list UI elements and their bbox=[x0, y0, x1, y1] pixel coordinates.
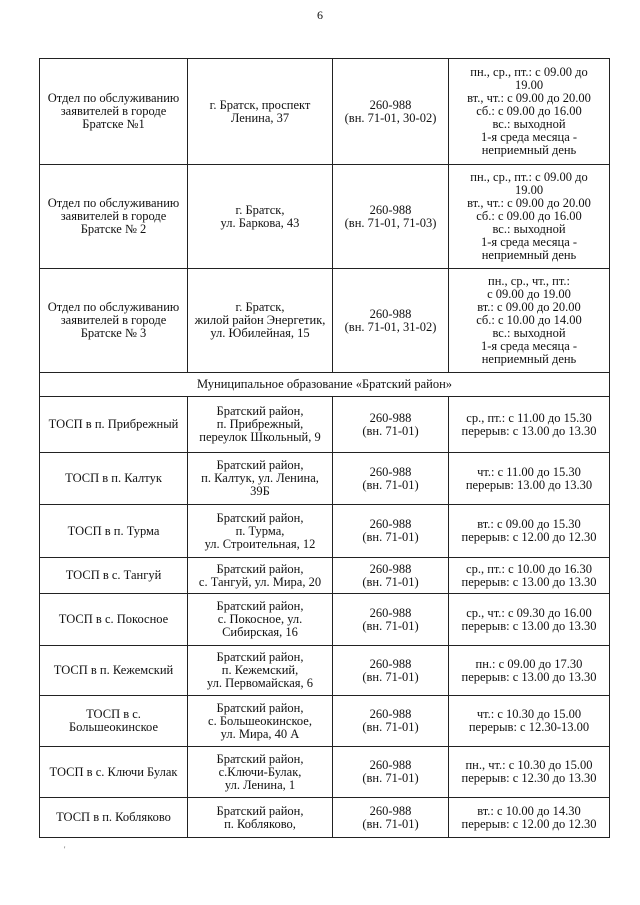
table-row bbox=[40, 558, 610, 594]
tosp-phone: 260-988 (вн. 71-01) bbox=[333, 594, 449, 646]
table-row bbox=[40, 696, 610, 747]
table-row bbox=[40, 59, 610, 165]
tosp-address: Братский район, п. Кобляково, bbox=[188, 798, 333, 838]
tosp-phone: 260-988 (вн. 71-01) bbox=[333, 558, 449, 594]
offices-table bbox=[39, 58, 610, 838]
table-row bbox=[40, 269, 610, 373]
tosp-phone: 260-988 (вн. 71-01) bbox=[333, 747, 449, 798]
tosp-address: Братский район, п. Кежемский, ул. Первомайская, 6 bbox=[188, 646, 333, 696]
table-row bbox=[40, 594, 610, 646]
tosp-name: ТОСП в с. Большеокинское bbox=[40, 696, 188, 747]
office-address: г. Братск, проспект Ленина, 37 bbox=[188, 59, 333, 165]
table-row bbox=[40, 453, 610, 505]
office-hours: пн., ср., пт.: с 09.00 до 19.00 вт., чт.: с 09.00 до 20.00 сб.: с 09.00 до 16.00 вс.: выходной 1-я среда месяца - неприемный день bbox=[449, 59, 610, 165]
tosp-hours: пн., чт.: с 10.30 до 15.00 перерыв: с 12.30 до 13.30 bbox=[449, 747, 610, 798]
table-row bbox=[40, 646, 610, 696]
tosp-phone: 260-988 (вн. 71-01) bbox=[333, 453, 449, 505]
tosp-hours: ср., пт.: с 10.00 до 16.30 перерыв: с 13.00 до 13.30 bbox=[449, 558, 610, 594]
tosp-address: Братский район, с. Покосное, ул. Сибирская, 16 bbox=[188, 594, 333, 646]
office-name: Отдел по обслуживанию заявителей в городе Братске №1 bbox=[40, 59, 188, 165]
tosp-hours: чт.: с 10.30 до 15.00 перерыв: с 12.30-13.00 bbox=[449, 696, 610, 747]
section-title: Муниципальное образование «Братский район» bbox=[40, 373, 610, 397]
tosp-hours: ср., чт.: с 09.30 до 16.00 перерыв: с 13.00 до 13.30 bbox=[449, 594, 610, 646]
tosp-address: Братский район, п. Калтук, ул. Ленина, 39Б bbox=[188, 453, 333, 505]
tosp-hours: вт.: с 09.00 до 15.30 перерыв: с 12.00 до 12.30 bbox=[449, 505, 610, 558]
tosp-name: ТОСП в п. Кежемский bbox=[40, 646, 188, 696]
page-number: 6 bbox=[317, 8, 323, 22]
office-name: Отдел по обслуживанию заявителей в городе Братске № 3 bbox=[40, 269, 188, 373]
tosp-hours: пн.: с 09.00 до 17.30 перерыв: с 13.00 до 13.30 bbox=[449, 646, 610, 696]
tosp-phone: 260-988 (вн. 71-01) bbox=[333, 397, 449, 453]
table-row bbox=[40, 798, 610, 838]
table-row bbox=[40, 397, 610, 453]
office-address: г. Братск, ул. Баркова, 43 bbox=[188, 165, 333, 269]
tosp-name: ТОСП в с. Ключи Булак bbox=[40, 747, 188, 798]
tosp-phone: 260-988 (вн. 71-01) bbox=[333, 505, 449, 558]
tosp-name: ТОСП в п. Турма bbox=[40, 505, 188, 558]
tosp-hours: вт.: с 10.00 до 14.30 перерыв: с 12.00 до 12.30 bbox=[449, 798, 610, 838]
tosp-name: ТОСП в п. Калтук bbox=[40, 453, 188, 505]
tosp-address: Братский район, с. Большеокинское, ул. Мира, 40 А bbox=[188, 696, 333, 747]
tosp-name: ТОСП в с. Тангуй bbox=[40, 558, 188, 594]
tosp-phone: 260-988 (вн. 71-01) bbox=[333, 646, 449, 696]
office-name: Отдел по обслуживанию заявителей в городе Братске № 2 bbox=[40, 165, 188, 269]
office-phone: 260-988 (вн. 71-01, 31-02) bbox=[333, 269, 449, 373]
office-address: г. Братск, жилой район Энергетик, ул. Юбилейная, 15 bbox=[188, 269, 333, 373]
tosp-phone: 260-988 (вн. 71-01) bbox=[333, 798, 449, 838]
tosp-phone: 260-988 (вн. 71-01) bbox=[333, 696, 449, 747]
tosp-name: ТОСП в п. Кобляково bbox=[40, 798, 188, 838]
tosp-address: Братский район, п. Турма, ул. Строительная, 12 bbox=[188, 505, 333, 558]
tosp-address: Братский район, с.Ключи-Булак, ул. Ленина, 1 bbox=[188, 747, 333, 798]
tosp-name: ТОСП в с. Покосное bbox=[40, 594, 188, 646]
office-hours: пн., ср., пт.: с 09.00 до 19.00 вт., чт.: с 09.00 до 20.00 сб.: с 09.00 до 16.00 вс.: выходной 1-я среда месяца - неприемный день bbox=[449, 165, 610, 269]
table-row bbox=[40, 165, 610, 269]
tosp-address: Братский район, п. Прибрежный, переулок Школьный, 9 bbox=[188, 397, 333, 453]
office-phone: 260-988 (вн. 71-01, 30-02) bbox=[333, 59, 449, 165]
tosp-address: Братский район, с. Тангуй, ул. Мира, 20 bbox=[188, 558, 333, 594]
table-row bbox=[40, 505, 610, 558]
scan-mark: ' bbox=[64, 845, 66, 854]
tosp-hours: чт.: с 11.00 до 15.30 перерыв: 13.00 до 13.30 bbox=[449, 453, 610, 505]
office-hours: пн., ср., чт., пт.: с 09.00 до 19.00 вт.: с 09.00 до 20.00 сб.: с 10.00 до 14.00 вс.: выходной 1-я среда месяца - неприемный день bbox=[449, 269, 610, 373]
tosp-name: ТОСП в п. Прибрежный bbox=[40, 397, 188, 453]
tosp-hours: ср., пт.: с 11.00 до 15.30 перерыв: с 13.00 до 13.30 bbox=[449, 397, 610, 453]
table-row bbox=[40, 747, 610, 798]
office-phone: 260-988 (вн. 71-01, 71-03) bbox=[333, 165, 449, 269]
section-header-row bbox=[40, 373, 610, 397]
